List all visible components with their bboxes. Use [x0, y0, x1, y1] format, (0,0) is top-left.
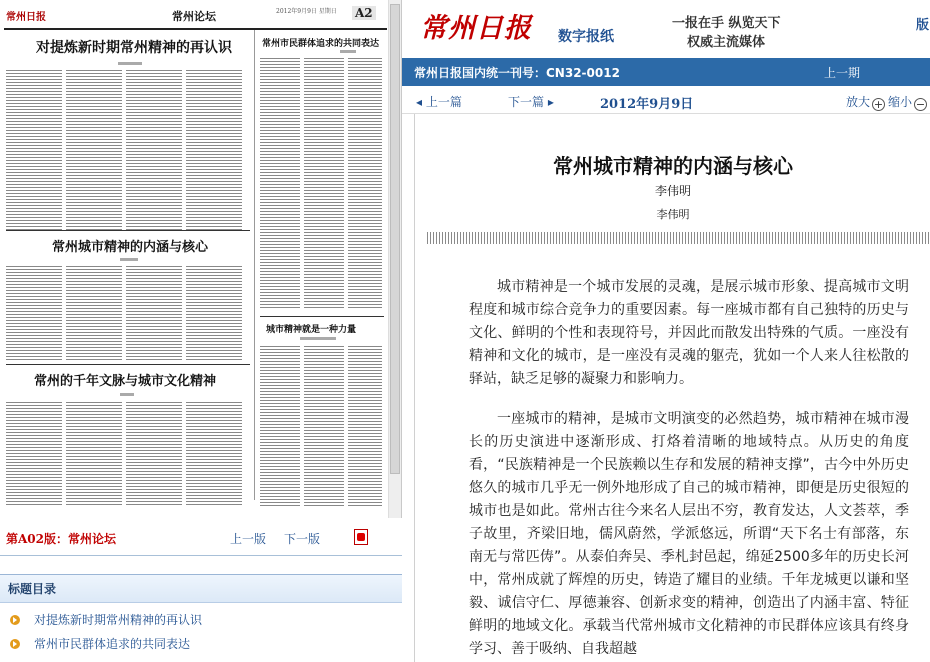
plus-circle-icon[interactable]: + [873, 98, 884, 111]
prev-article-link[interactable]: ◂ 上一篇 [416, 95, 462, 109]
toc-item-label[interactable]: 对提炼新时期常州精神的再认识 [34, 613, 203, 627]
article-paragraph: 一座城市的精神，是城市文明演变的必然趋势，城市精神在城市漫长的历史演进中逐渐形成、打烙着清晰的地域特点。从历史的角度看，“民族精神是一个民族赖以生存和发展的精神支撑”，古今中外历史悠久的城市几乎无一例外地形成了自己的城市精神，即便是历史很短的城市也是如此。常州古往今来名人层出不穷，教育发达，人文荟萃，季子故里，齐梁旧地，儒风蔚然，学派悠远，所谓“天下名士有部落，东南无与常匹俦”。从泰伯奔吴、季札封邑起，绵延2500多年的历史长河中，常州成就了辉煌的历史，铸造了耀目的业绩。千年龙城更以谦和坚毅、诚信守仁、厚德兼容、创新求变的精神，创造出了内涵丰富、特征鲜明的地域文化。承载当代常州城市文化精神的市民群体应该具有终身学习、善于吸纳、自我超越 [469, 411, 909, 657]
paper-byline [118, 62, 142, 65]
site-name: 数字报纸 [558, 29, 614, 45]
paper-divider [6, 230, 250, 231]
next-article-link[interactable]: 下一篇 ▸ [508, 95, 554, 109]
paper-headline[interactable]: 常州市民群体追求的共同表达 [262, 39, 380, 49]
paper-text-column [6, 266, 62, 360]
paper-text-column [6, 70, 62, 230]
article-body [414, 114, 930, 662]
paper-text-column [126, 266, 182, 360]
toc-heading: 标题目录 [0, 575, 402, 603]
issue-date: 2012年9月9日 [600, 97, 694, 112]
paper-text-column [304, 346, 344, 506]
slogan-line-1: 一报在手 纵览天下 [672, 16, 781, 31]
zoom-out-link[interactable]: 缩小 [888, 95, 913, 109]
paper-text-column [348, 58, 382, 308]
newspaper-logo[interactable]: 常州日报 [420, 13, 532, 44]
title-directory [0, 574, 402, 662]
article-title: 常州城市精神的内涵与核心 [553, 154, 793, 178]
paper-headline[interactable]: 城市精神就是一种力量 [266, 325, 357, 335]
toc-item[interactable] [0, 609, 402, 631]
paper-byline [120, 258, 138, 261]
article-author: 李伟明 [654, 184, 691, 198]
paper-byline [340, 50, 356, 53]
newspaper-page-image[interactable] [0, 0, 402, 518]
paper-text-column [304, 58, 344, 308]
paper-text-column [348, 346, 382, 506]
paper-headline[interactable]: 常州的千年文脉与城市文化精神 [34, 374, 217, 389]
paper-column-rule [254, 30, 255, 500]
paper-byline [300, 337, 336, 340]
paper-top-rule [4, 28, 387, 30]
paper-header-info: 2012年9月9日 星期日 [276, 8, 337, 15]
page-label [6, 530, 116, 547]
paper-headline[interactable]: 常州城市精神的内涵与核心 [52, 240, 209, 255]
toc-item-label[interactable]: 常州市民群体追求的共同表达 [34, 637, 191, 651]
paper-text-column [66, 266, 122, 360]
paper-text-column [6, 402, 62, 506]
prev-page-link[interactable]: 上一版 [230, 532, 267, 546]
header-edge-text[interactable]: 版 [916, 18, 930, 33]
right-panel [402, 0, 930, 662]
issn-label: 常州日报国内统一刊号：CN32-0012 [414, 66, 620, 80]
prev-issue-link[interactable]: 上一期 [824, 66, 861, 80]
page-name: 常州论坛 [68, 532, 117, 546]
zoom-in-link[interactable]: 放大 [846, 95, 871, 109]
site-header [402, 0, 930, 58]
paper-text-column [186, 402, 242, 506]
article-divider [427, 232, 930, 244]
paper-masthead: 常州日报 [6, 12, 46, 23]
paper-byline [120, 393, 134, 396]
article-paragraph: 城市精神是一个城市发展的灵魂，是展示城市形象、提高城市文明程度和城市综合竞争力的重要因素。每一座城市都有自己独特的历史与文化、鲜明的个性和表现符号，并因此而散发出特殊的气质。一座没有精神和文化的城市，是一座没有灵魂的躯壳，犹如一个人来人往松散的驿站，缺乏足够的凝聚力和影响力。 [469, 279, 909, 387]
paper-divider [6, 364, 250, 365]
paper-text-column [126, 402, 182, 506]
article-navigation-bar [402, 86, 930, 114]
article-author-secondary: 李伟明 [656, 208, 690, 221]
page-navigation-bar [0, 518, 402, 556]
toc-item[interactable] [0, 633, 402, 655]
issue-info-bar [402, 58, 930, 86]
paper-page-code: A2 [352, 6, 376, 20]
pdf-icon[interactable] [354, 529, 368, 545]
paper-text-column [66, 70, 122, 230]
minus-circle-icon[interactable]: − [915, 98, 926, 111]
paper-text-column [66, 402, 122, 506]
paper-text-column [260, 58, 300, 308]
paper-section-label: 常州论坛 [172, 10, 216, 23]
arrow-bullet-icon [10, 639, 20, 649]
left-panel [0, 0, 402, 662]
paper-headline[interactable]: 对提炼新时期常州精神的再认识 [36, 40, 232, 56]
next-page-link[interactable]: 下一版 [284, 532, 321, 546]
paper-text-column [260, 346, 300, 506]
paper-text-column [186, 70, 242, 230]
page-number: 第A02版： [6, 532, 69, 546]
arrow-bullet-icon [10, 615, 20, 625]
paper-text-column [186, 266, 242, 360]
paper-text-column [126, 70, 182, 230]
paper-scrollbar-thumb[interactable] [390, 4, 400, 474]
slogan-line-2: 权威主流媒体 [687, 35, 766, 50]
paper-divider [260, 316, 384, 317]
